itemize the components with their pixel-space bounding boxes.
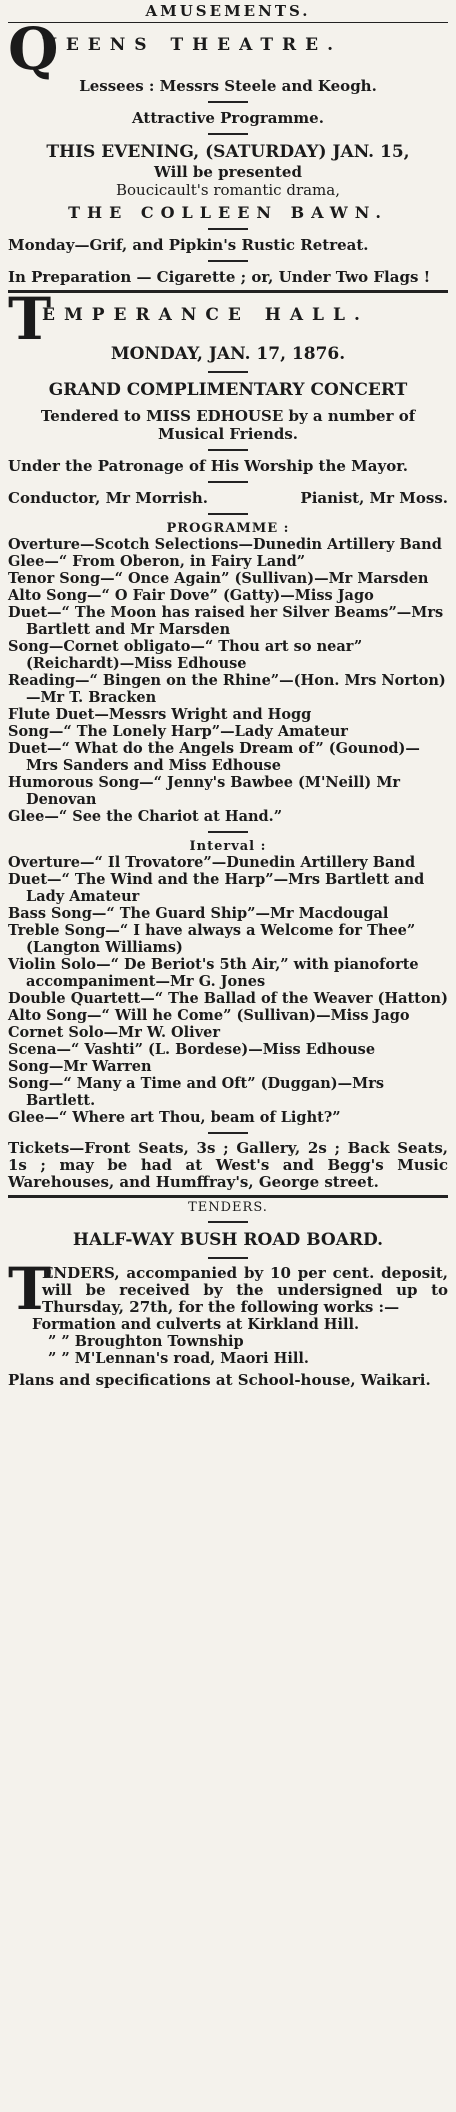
programme-item: Duet—“ What do the Angels Dream of” (Gounod)—Mrs Sanders and Miss Edhouse: [8, 740, 420, 774]
programme-part-1: [8, 536, 448, 825]
pianist: Pianist, Mr Moss.: [300, 489, 448, 507]
programme-item: Song—Cornet obligato—“ Thou art so near” (Reichardt)—Miss Edhouse: [8, 638, 363, 672]
divider: [208, 133, 248, 135]
tickets-info: Tickets—Front Seats, 3s ; Gallery, 2s ; Back Seats, 1s ; may be had at West's and Begg's Music Warehouses, and Humffray's, George street.: [8, 1139, 448, 1191]
road-board-title: HALF-WAY BUSH ROAD BOARD.: [72, 1230, 384, 1250]
tenders-intro: [8, 1255, 448, 1323]
programme-item: Reading—“ Bingen on the Rhine”—(Hon. Mrs Norton)—Mr T. Bracken: [8, 672, 446, 706]
programme-item: Overture—Scotch Selections—Dunedin Artillery Band: [8, 536, 442, 553]
divider: [208, 371, 248, 373]
programme-item: Treble Song—“ I have always a Welcome for Thee” (Langton Williams): [8, 922, 416, 956]
queens-title-line: [8, 15, 448, 83]
dropcap-t: T: [8, 1255, 52, 1323]
tenders-ad: [8, 1229, 448, 1389]
divider: [208, 260, 248, 262]
temperance-hall-ad: [8, 285, 448, 1191]
conductor: Conductor, Mr Morrish.: [8, 489, 208, 507]
programme-item: Glee—“ Where art Thou, beam of Light?”: [8, 1109, 341, 1126]
programme-item: Song—“ The Lonely Harp”—Lady Amateur: [8, 723, 348, 740]
divider: [208, 1257, 248, 1259]
tender-work: ” ” M'Lennan's road, Maori Hill.: [48, 1350, 309, 1367]
programme-item: Alto Song—“ Will he Come” (Sullivan)—Miss Jago: [8, 1007, 410, 1024]
programme-item: Bass Song—“ The Guard Ship”—Mr Macdougal: [8, 905, 389, 922]
dropcap-t: T: [8, 285, 52, 353]
temperance-title-line: [8, 285, 448, 353]
programme-item: Alto Song—“ O Fair Dove” (Gatty)—Miss Jago: [8, 587, 374, 604]
programme-item: Scena—“ Vashti” (L. Bordese)—Miss Edhouse: [8, 1041, 376, 1058]
evening-line: THIS EVENING, (SATURDAY) JAN. 15,: [46, 142, 410, 162]
programme-item: Duet—“ The Moon has raised her Silver Beams”—Mrs Bartlett and Mr Marsden: [8, 604, 444, 638]
divider: [208, 481, 248, 483]
programme-item: Duet—“ The Wind and the Harp”—Mrs Bartlett and Lady Amateur: [8, 871, 425, 905]
tendered-line: Tendered to MISS EDHOUSE by a number of Musical Friends.: [40, 407, 416, 443]
programme-item: Song—Mr Warren: [8, 1058, 152, 1075]
plans-line: Plans and specifications at School-house, Waikari.: [8, 1371, 431, 1389]
drama-line: Boucicault's romantic drama,: [115, 181, 340, 199]
programme-part-2: [8, 854, 448, 1126]
divider: [208, 449, 248, 451]
divider: [208, 831, 248, 833]
programme-item: Glee—“ See the Chariot at Hand.”: [8, 808, 283, 825]
divider: [208, 1132, 248, 1134]
preparation-line: In Preparation — Cigarette ; or, Under Two Flags !: [8, 268, 431, 286]
programme-item: Humorous Song—“ Jenny's Bawbee (M'Neill) Mr Denovan: [8, 774, 401, 808]
programme-heading: PROGRAMME :: [166, 521, 290, 536]
dropcap-q: Q: [8, 15, 59, 83]
divider: [8, 1195, 448, 1198]
divider: [208, 228, 248, 230]
conductor-row: [8, 489, 448, 507]
programme-item: Violin Solo—“ De Beriot's 5th Air,” with pianoforte accompaniment—Mr G. Jones: [8, 956, 419, 990]
concert-date: MONDAY, JAN. 17, 1876.: [110, 344, 346, 364]
programme-item: Double Quartett—“ The Ballad of the Weaver (Hatton): [8, 990, 448, 1007]
programme-item: Overture—“ Il Trovatore”—Dunedin Artillery Band: [8, 854, 416, 871]
newspaper-column: [8, 2, 448, 1389]
programme-item: Cornet Solo—Mr W. Oliver: [8, 1024, 220, 1041]
divider: [8, 290, 448, 293]
theatre-title: UEENS THEATRE.: [42, 35, 343, 55]
tenders-intro-text: ENDERS, accompanied by 10 per cent. deposit, will be received by the undersigned up to Thursday, 27th, for the following works :—: [42, 1264, 448, 1316]
patronage-line: Under the Patronage of His Worship the Mayor.: [8, 457, 408, 475]
queens-theatre-ad: [8, 15, 448, 286]
presented-line: Will be presented: [154, 163, 302, 181]
section-header: AMUSEMENTS.: [145, 2, 311, 20]
tender-work: ” ” Broughton Township: [48, 1333, 244, 1350]
monday-line: Monday—Grif, and Pipkin's Rustic Retreat.: [8, 236, 369, 254]
programme-item: Glee—“ From Oberon, in Fairy Land”: [8, 553, 306, 570]
lessees: Lessees : Messrs Steele and Keogh.: [79, 77, 377, 95]
interval-heading: Interval :: [189, 839, 267, 854]
programme-item: Flute Duet—Messrs Wright and Hogg: [8, 706, 312, 723]
divider: [208, 513, 248, 515]
programme-item: Song—“ Many a Time and Oft” (Duggan)—Mrs Bartlett.: [8, 1075, 385, 1109]
divider: [208, 101, 248, 103]
divider: [208, 1221, 248, 1223]
programme-item: Tenor Song—“ Once Again” (Sullivan)—Mr Marsden: [8, 570, 429, 587]
tender-work: Formation and culverts at Kirkland Hill.: [32, 1316, 360, 1333]
divider: [8, 22, 448, 23]
hall-title: EMPERANCE HALL.: [42, 305, 369, 325]
play-title: THE COLLEEN BAWN.: [68, 203, 388, 222]
section-header: TENDERS.: [188, 1200, 268, 1215]
concert-title: GRAND COMPLIMENTARY CONCERT: [48, 380, 408, 400]
programme-note: Attractive Programme.: [132, 109, 324, 127]
